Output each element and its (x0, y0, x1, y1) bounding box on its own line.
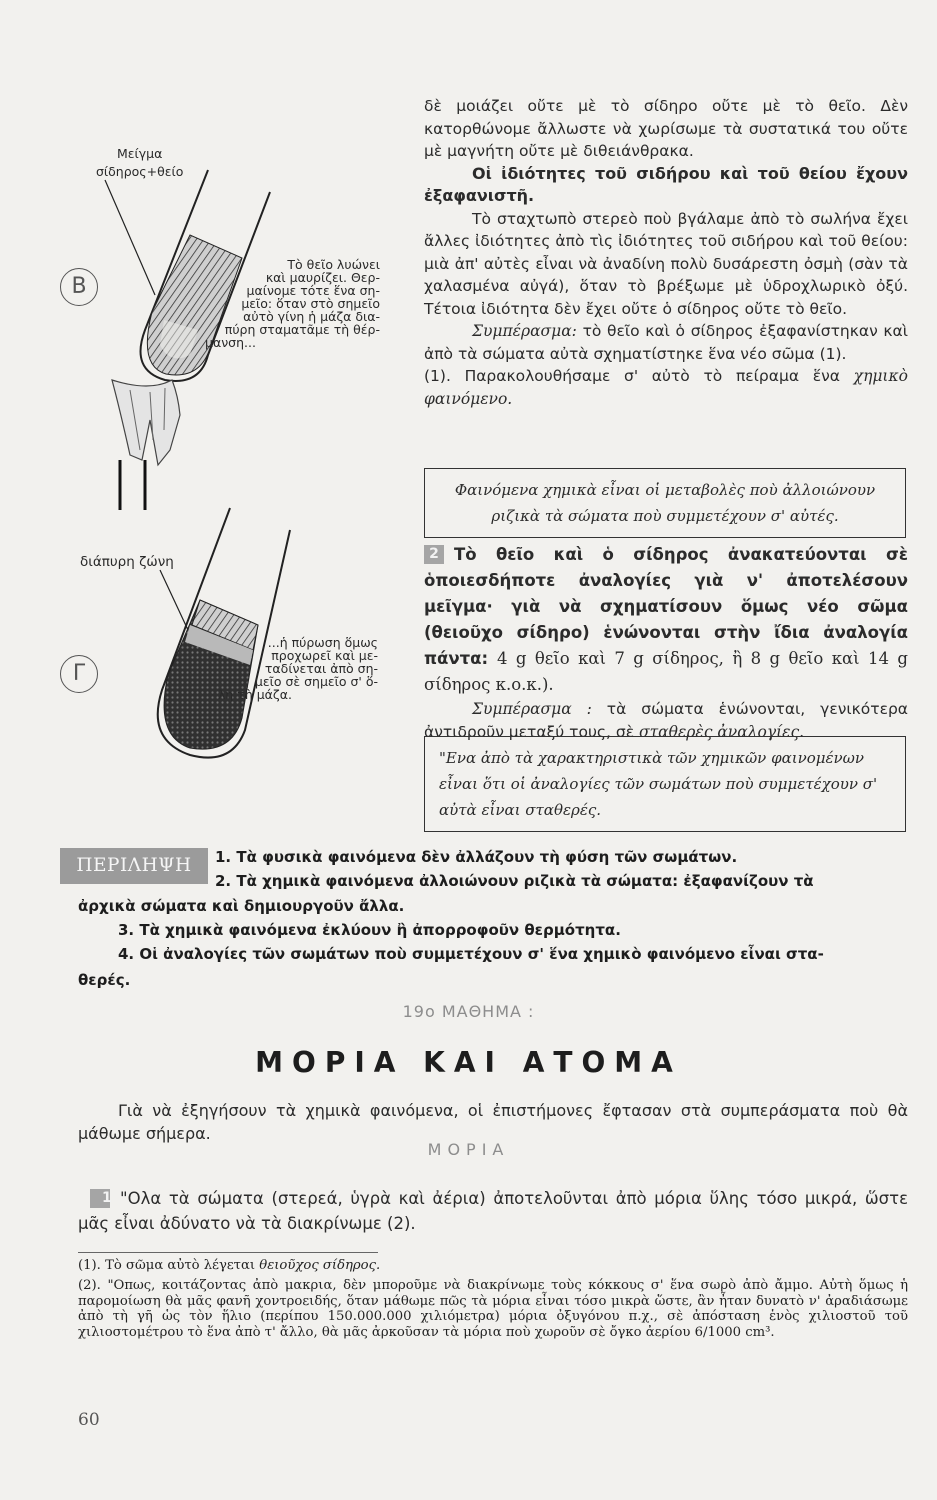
right-column (424, 95, 908, 410)
page-number: 60 (78, 1410, 100, 1430)
definition-box-2: "Ενα ἀπὸ τὰ χαρακτηριστικὰ τῶν χημικῶν φαινομένων εἶναι ὅτι οἱ ἀναλογίες τῶν σωμάτων ποὺ συμμετέχουν σ' αὐτὰ εἶναι σταθερές. (424, 736, 906, 832)
summary-item-3: 3. Τὰ χημικὰ φαινόμενα ἐκλύουν ἢ ἀπορροφοῦν θερμότητα. (118, 921, 621, 939)
footnote-divider (78, 1252, 378, 1253)
section-2-number: 2 (424, 545, 444, 564)
section-2 (424, 542, 908, 743)
summary-item-2: 2. Τὰ χημικὰ φαινόμενα ἀλλοιώνουν ριζικὰ τὰ σώματα: ἐξαφανίζουν τὰ (215, 872, 814, 890)
conclusion-1-text: τὸ θεῖο καὶ ὁ σίδηρος ἐξαφανίστηκαν καὶ ἀπὸ τὰ σώματα αὐτὰ σχηματίστηκε ἕνα νέο σῶμα (1). (424, 322, 908, 363)
burner-flame-b (112, 380, 180, 510)
para-4: (1). Παρακολουθήσαμε σ' αὐτὸ τὸ πείραμα ἕνα χημικὸ φαινόμενο. (424, 367, 908, 408)
hot-zone-label: διάπυρη ζώνη (80, 554, 174, 570)
summary-badge: ΠΕΡΙΛΗΨΗ (60, 848, 208, 884)
lesson-section-1: 1 "Ολα τὰ σώματα (στερεά, ὑγρὰ καὶ ἀέρια) ἀποτελοῦνται ἀπὸ μόρια ὕλης τόσο μικρά, ὥστε μᾶς εἶναι ἀδύνατο νὰ τὰ διακρίνωμε (2). (78, 1189, 908, 1233)
footnote-1: (1). Τὸ σῶμα αὐτὸ λέγεται θειοῦχος σίδηρος. (78, 1258, 381, 1273)
mixture-label: Μείγμα σίδηρος+θείο (96, 146, 184, 179)
lesson-section-1-number: 1 (90, 1189, 110, 1208)
conclusion-2: Συμπέρασμα : τὰ σώματα ἑνώνονται, γενικότερα ἀντιδροῦν μεταξύ τους, σὲ σταθερὲς ἀναλογίες. (424, 700, 908, 741)
lesson-intro: Γιὰ νὰ ἐξηγήσουν τὰ χημικὰ φαινόμενα, οἱ ἐπιστήμονες ἔφτασαν στὰ συμπεράσματα ποὺ θὰ μάθωμε σήμερα. (78, 1101, 908, 1143)
summary-item-4: 4. Οἱ ἀναλογίες τῶν σωμάτων ποὺ συμμετέχουν σ' ἕνα χημικὸ φαινόμενο εἶναι στα- (118, 945, 824, 963)
subheading-moria: ΜΟΡΙΑ (427, 1140, 510, 1159)
test-tube-g (158, 508, 290, 758)
para-1: δὲ μοιάζει οὔτε μὲ τὸ σίδηρο οὔτε μὲ τὸ θεῖο. Δὲν κατορθώνομε ἄλλωστε νὰ χωρίσωμε τὰ συστατικά του οὔτε μὲ μαγνήτη οὔτε μὲ διθειάνθρακα. (424, 97, 908, 160)
summary-item-4-cont: θερές. (78, 971, 131, 989)
conclusion-1-label: Συμπέρασμα: (472, 322, 577, 340)
conclusion-1 (424, 320, 908, 365)
definition-box-1: Φαινόμενα χημικὰ εἶναι οἱ μεταβολὲς ποὺ ἀλλοιώνουν ριζικὰ τὰ σώματα ποὺ συμμετέχουν σ' αὐτές. (424, 468, 906, 538)
lesson-number: 19ο ΜΑΘΗΜΑ : (402, 1002, 535, 1021)
caption-bottom: ...ἡ πύρωση ὅμως προχωρεῖ καὶ με- ταδίνεται ἀπὸ ση- μεῖο σὲ σημεῖο σ' ὅ- λη τὴ μάζα. (218, 635, 378, 702)
para-2: Οἱ ἰδιότητες τοῦ σιδήρου καὶ τοῦ θείου ἔχουν ἐξαφανιστῆ. (424, 163, 908, 205)
summary-item-1: 1. Τὰ φυσικὰ φαινόμενα δὲν ἀλλάζουν τὴ φύση τῶν σωμάτων. (215, 848, 738, 866)
figure-label-b: Β (60, 268, 98, 306)
caption-top: Τὸ θεῖο λυώνει καὶ μαυρίζει. Θερ- μαίνομε τότε ἕνα ση- μεῖο: ὅταν στὸ σημεῖο αὐτὸ γίνη ἡ μάζα δια- πύρη σταματᾶμε τὴ θέρ- μανση... (205, 257, 380, 350)
lesson-title: ΜΟΡΙΑ ΚΑΙ ΑΤΟΜΑ (255, 1046, 682, 1079)
para-3: Τὸ σταχτωπὸ στερεὸ ποὺ βγάλαμε ἀπὸ τὸ σωλήνα ἔχει ἄλλες ἰδιότητες ἀπὸ τὶς ἰδιότητες τοῦ σιδήρου καὶ τοῦ θείου: μιὰ ἀπ' αὐτὲς εἶναι νὰ ἀναδίνη πολὺ δυσάρεστη ὀσμὴ (σὰν τὰ χαλασμένα αὐγά), ὅταν τὸ βρέξωμε μὲ ὑδροχλωρικὸ ὀξύ. Τέτοια ἰδιότητα δὲν ἔχει οὔτε ὁ σίδηρος οὔτε τὸ θεῖο. (424, 209, 908, 318)
summary-item-2-cont: ἀρχικὰ σώματα καὶ δημιουργοῦν ἄλλα. (78, 897, 405, 915)
figure-label-g: Γ (60, 655, 98, 693)
section-2-text: 2 Τὸ θεῖο καὶ ὁ σίδηρος ἀνακατεύονται σὲ ὁποιεσδήποτε ἀναλογίες γιὰ ν' ἀποτελέσουν μεῖγμα· γιὰ νὰ σχηματίσουν ὅμως νέο σῶμα (θειοῦχο σίδηρο) ἑνώνονται στὴν ἴδια ἀναλογία πάντα: 4 g θεῖο καὶ 7 g σίδηρος, ἢ 8 g θεῖο καὶ 14 g σίδηρος κ.ο.κ.). (424, 545, 908, 694)
footnote-2: (2). "Οπως, κοιτάζοντας ἀπὸ μακρια, δὲν μποροῦμε νὰ διακρίνωμε τοὺς κόκκους σ' ἕνα σωρὸ ἀπὸ ἄμμο. Αὐτὴ ὅμως ἡ παρομοίωση θὰ μᾶς φανῆ χοντροειδής, ὅταν μάθωμε πῶς τὰ μόρια εἶναι τόσο μικρὰ ὥστε, ἂν ἦταν δυνατὸ ν' ἀραδιάσωμε ἀπὸ τὴ γῆ ὡς τὸν ἥλιο (περίπου 150.000.000 χιλιόμετρα) μόρια ὀξυγόνου π.χ., σὲ ἀπόσταση ἑνὸς χιλιοστοῦ τοῦ χιλιοστομέτρου τὸ ἕνα ἀπὸ τ' ἄλλο, θὰ μᾶς ἀρκοῦσαν τὰ μόρια ποὺ χωροῦν σὲ ὄγκο ἀερίου 6/1000 cm³. (78, 1278, 908, 1340)
experiment-figure (60, 130, 420, 830)
